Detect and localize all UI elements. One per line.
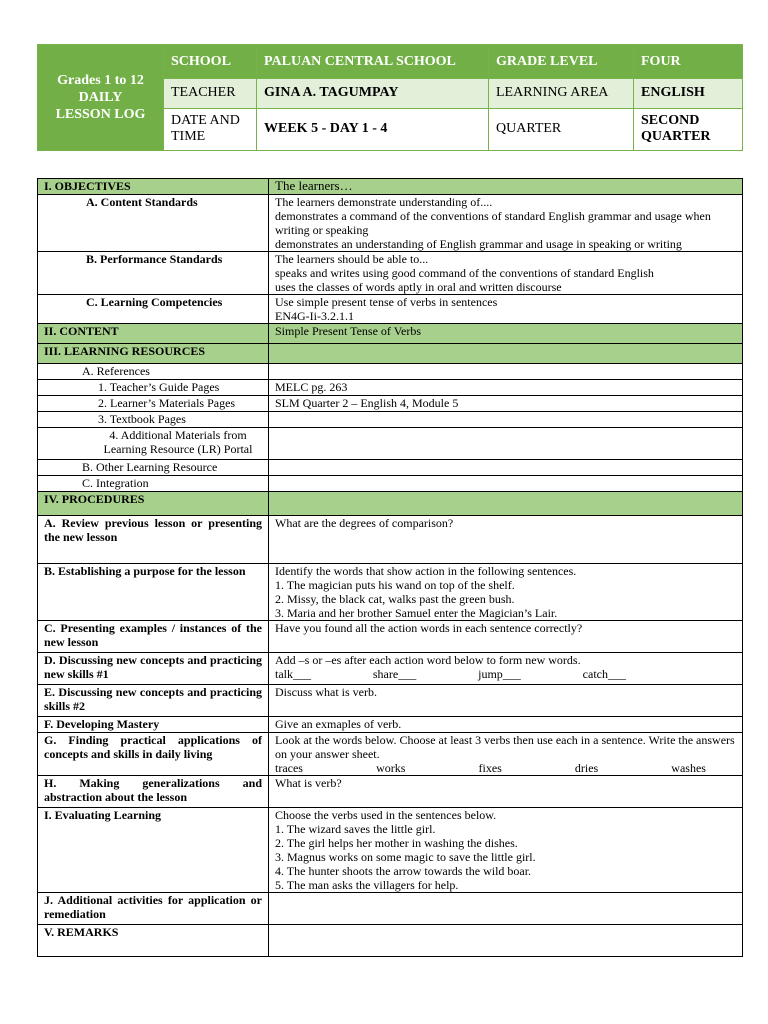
performance-standards-line: uses the classes of words aptly in oral and written discourse [275,280,562,294]
learners-materials-label: 2. Learner’s Materials Pages [38,396,269,412]
purpose-line: 2. Missy, the black cat, walks past the green bush. [275,592,515,606]
practical-applications-label: G. Finding practical applications of concepts and skills in daily living [38,733,269,776]
resources-heading: III. LEARNING RESOURCES [38,344,269,364]
verb-word: washes [671,761,706,775]
date-value: WEEK 5 - DAY 1 - 4 [257,108,489,150]
presenting-examples-value: Have you found all the action words in each sentence correctly? [269,621,743,653]
integration-value [269,476,743,492]
verb-word: works [376,761,406,775]
learners-materials-value: SLM Quarter 2 – English 4, Module 5 [269,396,743,412]
practical-applications-instruction: Look at the words below. Choose at least 3 verbs then use each in a sentence. Write the answers on your answer sheet. [275,733,735,761]
evaluation-line: 5. The man asks the villagers for help. [275,878,459,892]
log-title [38,45,164,151]
teachers-guide-value: MELC pg. 263 [269,380,743,396]
lesson-log-header [37,44,743,151]
log-title-line-3: LESSON LOG [55,107,146,122]
performance-standards-line: speaks and writes using good command of the conventions of standard English [275,266,654,280]
generalizations-value: What is verb? [269,776,743,808]
date-label: DATE AND TIME [164,108,257,150]
evaluation-line: Choose the verbs used in the sentences below. [275,808,497,822]
developing-mastery-label: F. Developing Mastery [38,717,269,733]
verb-choices [275,761,736,775]
purpose-label: B. Establishing a purpose for the lesson [38,564,269,621]
additional-activities-label: J. Additional activities for application or remediation [38,893,269,925]
discussing-1-value [269,653,743,685]
learning-competencies-label: C. Learning Competencies [38,295,269,324]
learning-competencies-value [269,295,743,324]
review-value: What are the degrees of comparison? [269,516,743,564]
teacher-value: GINA A. TAGUMPAY [257,79,489,108]
evaluation-line: 3. Magnus works on some magic to save the little girl. [275,850,536,864]
content-standards-line: demonstrates an understanding of English grammar and usage in speaking or writing [275,237,682,251]
other-resource-value [269,460,743,476]
grade-label: GRADE LEVEL [489,45,634,79]
verb-word: dries [574,761,599,775]
evaluation-line: 1. The wizard saves the little girl. [275,822,436,836]
quarter-value: SECOND QUARTER [634,108,743,150]
quarter-label: QUARTER [489,108,634,150]
additional-materials-value [269,428,743,460]
references-value [269,364,743,380]
additional-materials-label: 4. Additional Materials from Learning Resource (LR) Portal [38,428,269,460]
performance-standards-value [269,252,743,295]
references-label: A. References [38,364,269,380]
discussing-2-label: E. Discussing new concepts and practicing skills #2 [38,685,269,717]
presenting-examples-label: C. Presenting examples / instances of the new lesson [38,621,269,653]
textbook-pages-value [269,412,743,428]
objectives-intro: The learners… [269,179,743,195]
content-standards-line: The learners demonstrate understanding of.... [275,195,493,209]
discussing-1-label: D. Discussing new concepts and practicing new skills #1 [38,653,269,685]
performance-standards-label: B. Performance Standards [38,252,269,295]
action-word: jump___ [478,667,521,681]
performance-standards-line: The learners should be able to... [275,252,429,266]
textbook-pages-label: 3. Textbook Pages [38,412,269,428]
review-label: A. Review previous lesson or presenting the new lesson [38,516,269,564]
competency-line: EN4G-Ii-3.2.1.1 [275,309,354,323]
integration-label: C. Integration [38,476,269,492]
grade-value: FOUR [634,45,743,79]
content-standards-line: demonstrates a command of the conventions of standard English grammar and usage when writing or speaking [275,209,711,237]
action-word: share___ [372,667,417,681]
practical-applications-value [269,733,743,776]
generalizations-label: H. Making generalizations and abstraction about the lesson [38,776,269,808]
evaluation-line: 2. The girl helps her mother in washing the dishes. [275,836,518,850]
log-title-line-1: Grades 1 to 12 [57,73,144,88]
procedures-heading-blank [269,492,743,516]
area-label: LEARNING AREA [489,79,634,108]
discussing-1-instruction: Add –s or –es after each action word below to form new words. [275,653,581,667]
content-value: Simple Present Tense of Verbs [269,324,743,344]
lesson-plan-table [37,178,743,957]
action-words [275,667,736,681]
action-word: talk___ [275,667,311,681]
evaluating-learning-label: I. Evaluating Learning [38,808,269,893]
action-word: catch___ [582,667,626,681]
competency-line: Use simple present tense of verbs in sentences [275,295,498,309]
objectives-heading: I. OBJECTIVES [38,179,269,195]
school-label: SCHOOL [164,45,257,79]
evaluating-learning-value [269,808,743,893]
content-heading: II. CONTENT [38,324,269,344]
purpose-line: 3. Maria and her brother Samuel enter the Magician’s Lair. [275,606,558,620]
discussing-2-value: Discuss what is verb. [269,685,743,717]
verb-word: fixes [478,761,502,775]
teacher-label: TEACHER [164,79,257,108]
content-standards-label: A. Content Standards [38,195,269,252]
verb-word: traces [275,761,303,775]
teachers-guide-label: 1. Teacher’s Guide Pages [38,380,269,396]
resources-heading-blank [269,344,743,364]
content-standards-value [269,195,743,252]
procedures-heading: IV. PROCEDURES [38,492,269,516]
log-title-line-2: DAILY [78,90,123,105]
evaluation-line: 4. The hunter shoots the arrow towards the wild boar. [275,864,532,878]
additional-activities-value [269,893,743,925]
school-value: PALUAN CENTRAL SCHOOL [257,45,489,79]
remarks-value [269,925,743,957]
other-resource-label: B. Other Learning Resource [38,460,269,476]
remarks-label: V. REMARKS [38,925,269,957]
purpose-value [269,564,743,621]
developing-mastery-value: Give an exmaples of verb. [269,717,743,733]
area-value: ENGLISH [634,79,743,108]
purpose-line: Identify the words that show action in the following sentences. [275,564,577,578]
purpose-line: 1. The magician puts his wand on top of the shelf. [275,578,515,592]
